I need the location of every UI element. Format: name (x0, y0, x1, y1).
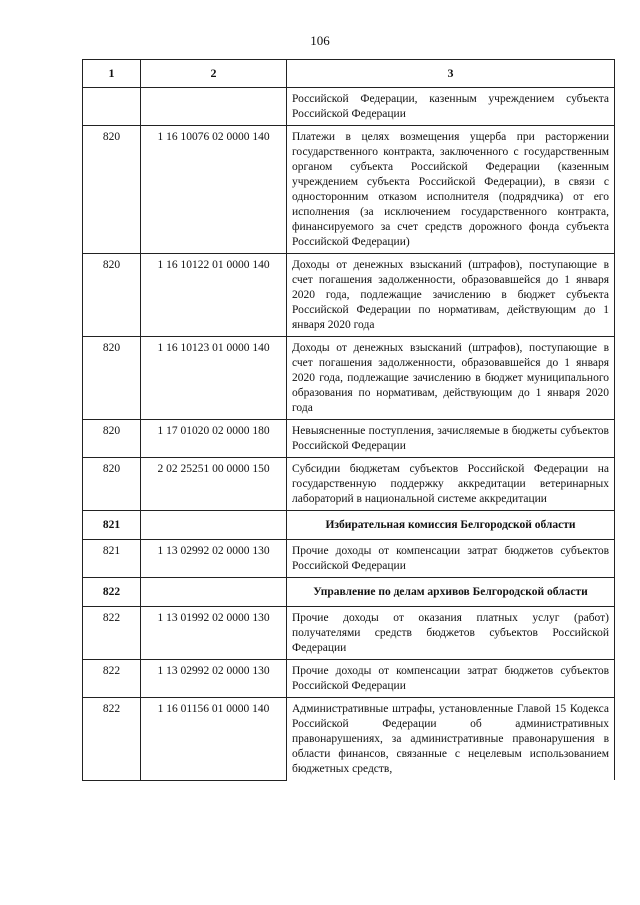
admin-code-cell: 822 (83, 660, 141, 698)
description-cell: Доходы от денежных взысканий (штрафов), поступающие в счет погашения задолженности, образовавшейся до 1 января 2020 года, подлежащие зачислению в бюджет муниципального образования по нормативам, действующим до 1 января 2020 года (287, 337, 615, 420)
revenue-codes-table (82, 59, 615, 781)
budget-code-cell: 1 16 01156 01 0000 140 (141, 698, 287, 781)
budget-code-cell: 1 17 01020 02 0000 180 (141, 420, 287, 458)
admin-code-cell: 821 (83, 540, 141, 578)
table-row (83, 607, 615, 660)
description-cell: Российской Федерации, казенным учреждением субъекта Российской Федерации (287, 88, 615, 126)
table-row (83, 458, 615, 511)
admin-code-cell: 820 (83, 458, 141, 511)
section-title-cell: Избирательная комиссия Белгородской области (287, 511, 615, 540)
budget-code-cell: 1 13 01992 02 0000 130 (141, 607, 287, 660)
budget-code-cell (141, 578, 287, 607)
budget-code-cell (141, 88, 287, 126)
section-header-row (83, 511, 615, 540)
description-cell: Прочие доходы от компенсации затрат бюджетов субъектов Российской Федерации (287, 540, 615, 578)
budget-code-cell: 1 13 02992 02 0000 130 (141, 660, 287, 698)
admin-code-cell: 822 (83, 698, 141, 781)
admin-code-cell: 820 (83, 420, 141, 458)
admin-code-cell: 820 (83, 126, 141, 254)
table-row (83, 540, 615, 578)
table-header-row (83, 60, 615, 88)
admin-code-cell: 821 (83, 511, 141, 540)
admin-code-cell: 820 (83, 254, 141, 337)
description-cell: Прочие доходы от оказания платных услуг (работ) получателями средств бюджетов субъектов Российской Федерации (287, 607, 615, 660)
column-header-3: 3 (287, 60, 615, 88)
description-cell: Невыясненные поступления, зачисляемые в бюджеты субъектов Российской Федерации (287, 420, 615, 458)
table-row (83, 254, 615, 337)
budget-code-cell: 2 02 25251 00 0000 150 (141, 458, 287, 511)
table-row (83, 337, 615, 420)
description-cell: Доходы от денежных взысканий (штрафов), поступающие в счет погашения задолженности, образовавшейся до 1 января 2020 года, подлежащие зачислению в бюджет субъекта Российской Федерации по нормативам, действующим до 1 января 2020 года (287, 254, 615, 337)
column-header-1: 1 (83, 60, 141, 88)
admin-code-cell (83, 88, 141, 126)
budget-code-cell: 1 16 10076 02 0000 140 (141, 126, 287, 254)
table-row (83, 698, 615, 781)
description-cell: Платежи в целях возмещения ущерба при расторжении государственного контракта, заключенного с государственным органом субъекта Российской Федерации (казенным учреждением субъекта Российской Федерации), в связи с односторонним отказом исполнителя (подрядчика) от его исполнения (за исключением государственного контракта, финансируемого за счет средств дорожного фонда субъекта Российской Федерации) (287, 126, 615, 254)
admin-code-cell: 820 (83, 337, 141, 420)
description-cell: Субсидии бюджетам субъектов Российской Федерации на государственную поддержку аккредитации ветеринарных лабораторий в национальной системе аккредитации (287, 458, 615, 511)
description-cell: Прочие доходы от компенсации затрат бюджетов субъектов Российской Федерации (287, 660, 615, 698)
description-cell: Административные штрафы, установленные Главой 15 Кодекса Российской Федерации об административных правонарушениях, за административные правонарушения в области финансов, связанные с нецелевым использованием бюджетных средств, (287, 698, 615, 781)
table-row (83, 88, 615, 126)
table-row (83, 126, 615, 254)
budget-code-cell: 1 16 10122 01 0000 140 (141, 254, 287, 337)
column-header-2: 2 (141, 60, 287, 88)
admin-code-cell: 822 (83, 578, 141, 607)
budget-code-cell (141, 511, 287, 540)
admin-code-cell: 822 (83, 607, 141, 660)
section-title-cell: Управление по делам архивов Белгородской области (287, 578, 615, 607)
page-number: 106 (310, 33, 330, 48)
budget-code-cell: 1 13 02992 02 0000 130 (141, 540, 287, 578)
section-header-row (83, 578, 615, 607)
budget-code-cell: 1 16 10123 01 0000 140 (141, 337, 287, 420)
table-row (83, 420, 615, 458)
table-row (83, 660, 615, 698)
